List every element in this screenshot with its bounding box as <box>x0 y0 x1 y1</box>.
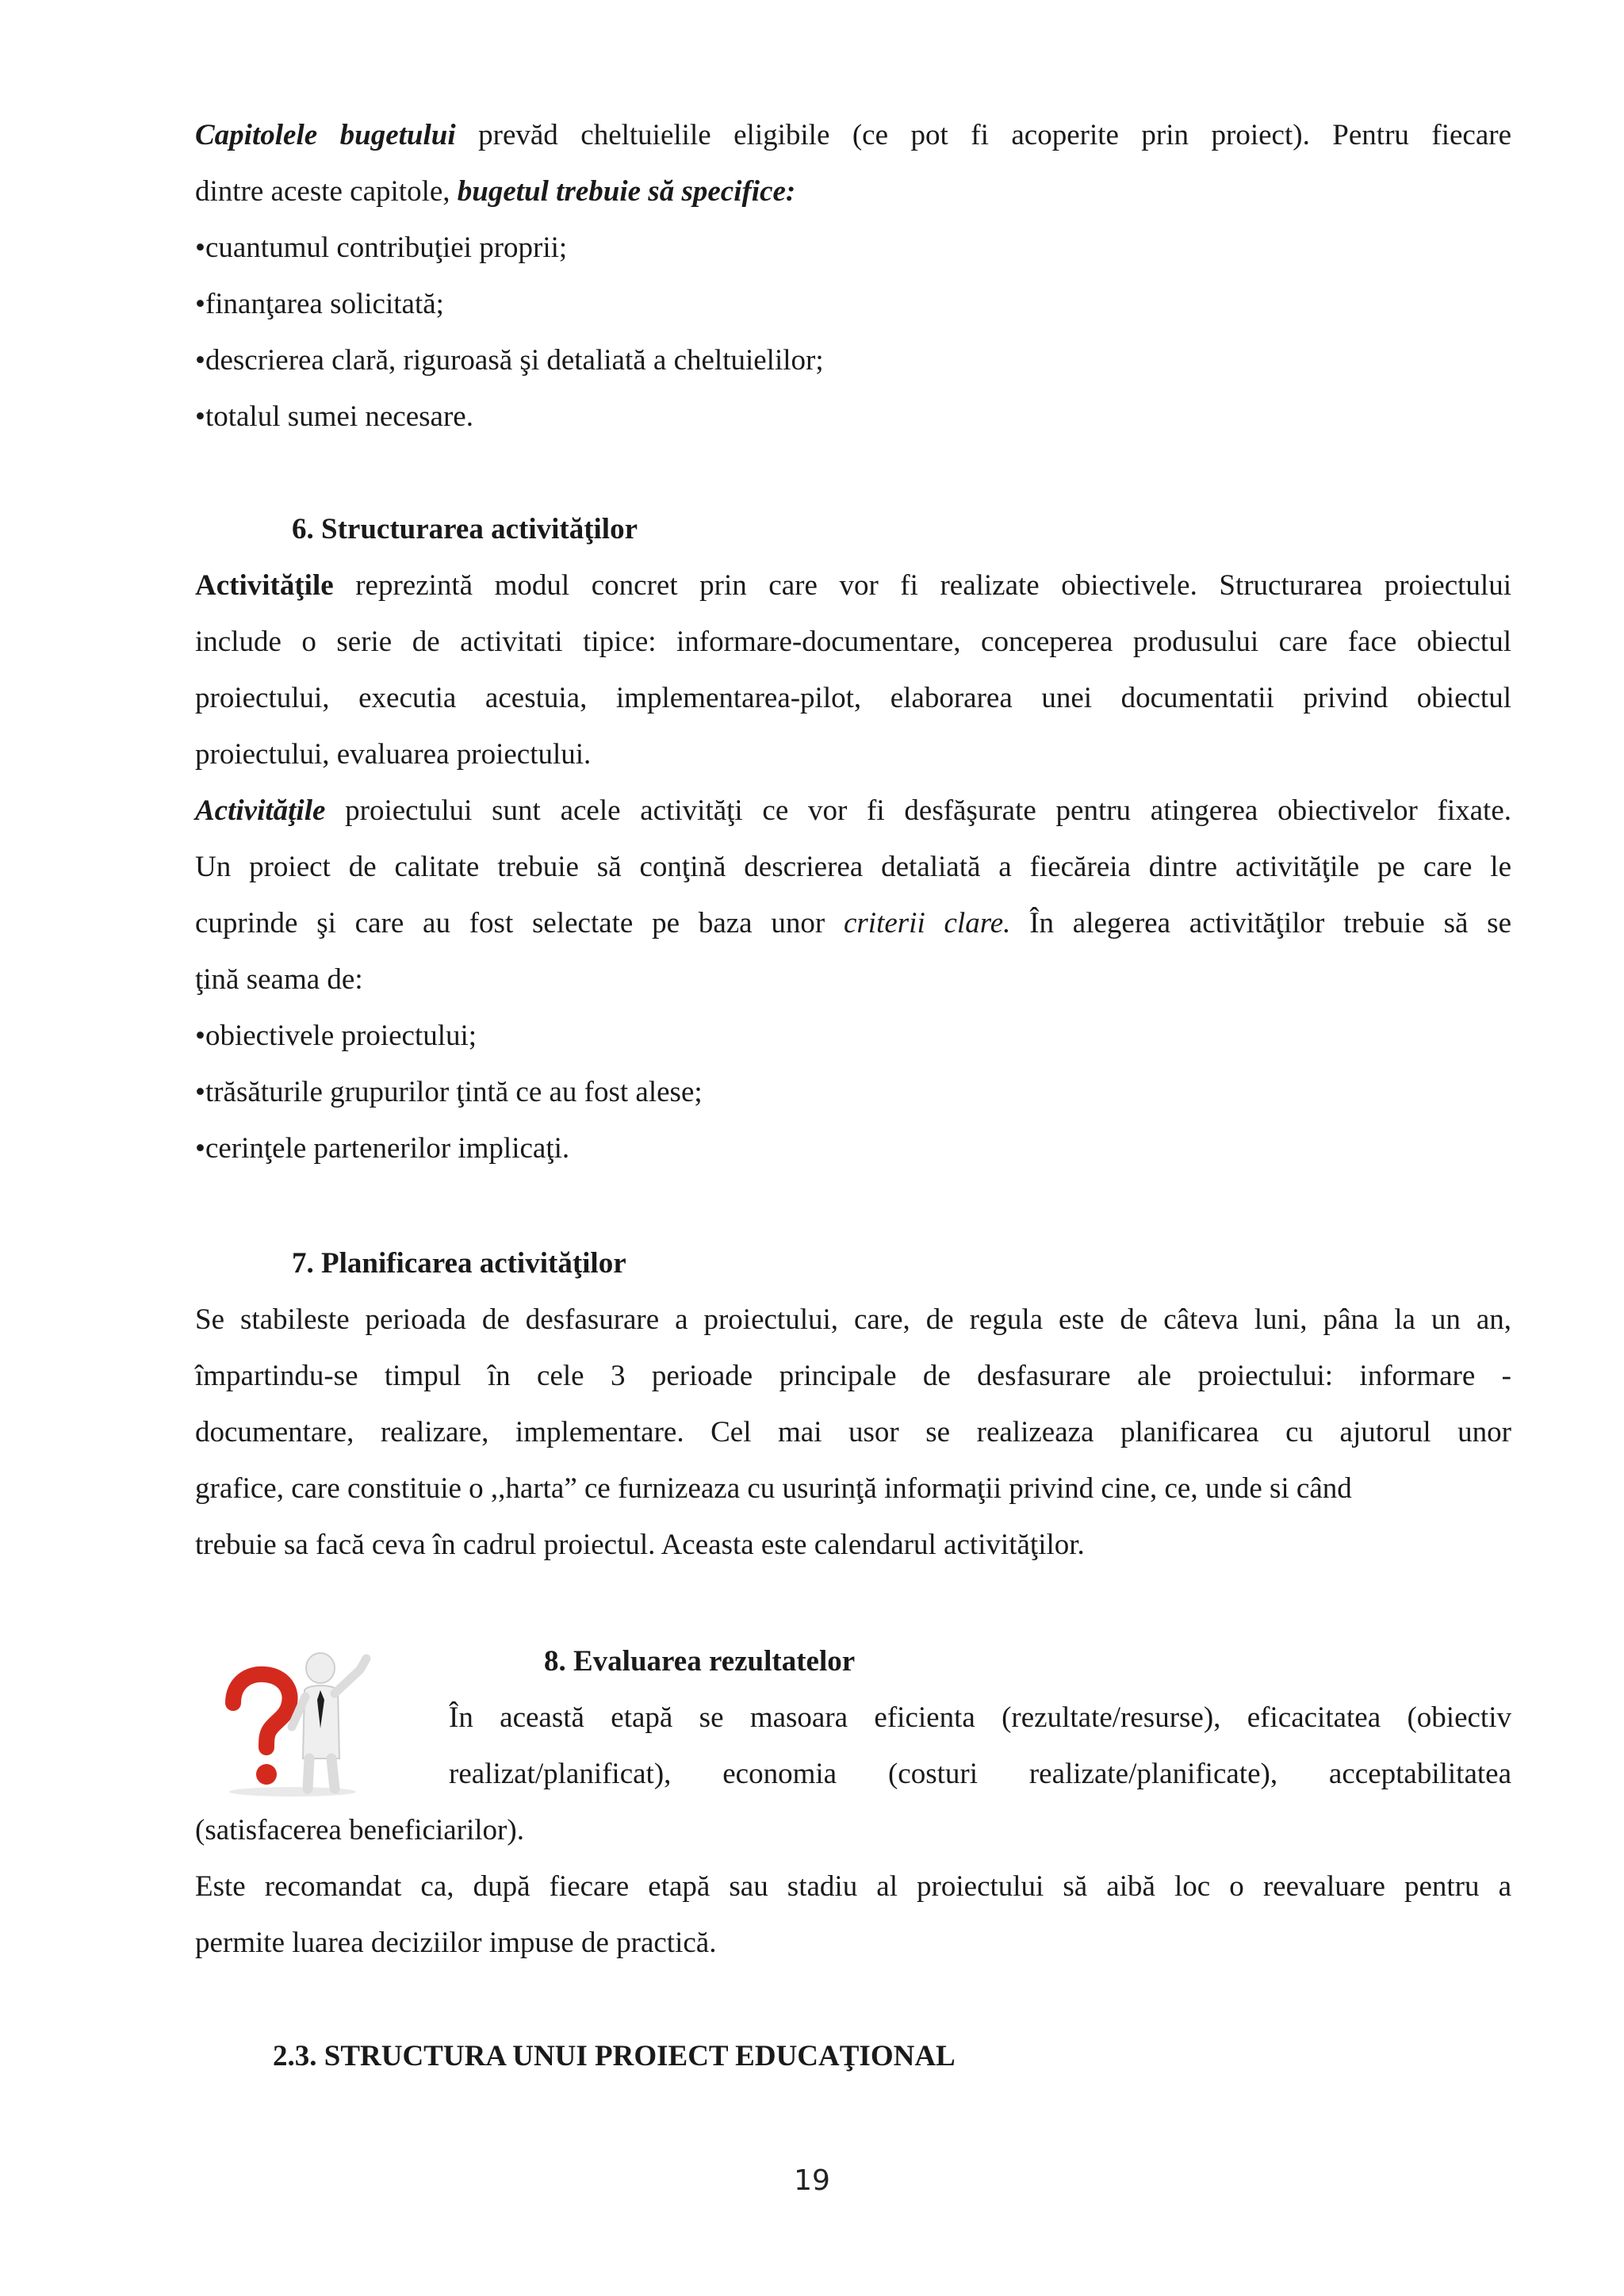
budget-line-1-text: prevăd cheltuielile eligibile (ce pot fi acoperite prin proiect). Pentru fiecare <box>478 119 1512 151</box>
section-6-line <box>195 557 1511 614</box>
budget-line-1 <box>195 107 1511 163</box>
section-2-3-heading: 2.3. STRUCTURA UNUI PROIECT EDUCAŢIONAL <box>273 2040 956 2072</box>
section-8-line: În această etapă se masoara eficienta (rezultate/resurse), eficacitatea (obiectiv <box>449 1701 1511 1734</box>
section-7-line: grafice, care constituie o ,,harta” ce furnizeaza cu usurinţă informaţii privind cine, ce, unde si când <box>195 1472 1352 1505</box>
section-7-line: împartindu-se timpul în cele 3 perioade principale de desfasurare ale proiectului: informare - <box>195 1360 1511 1392</box>
activities-term-italic: Activităţile <box>195 794 326 827</box>
section-6-text: proiectului sunt acele activităţi ce vor fi desfăşurate pentru atingerea obiectivelor fixate. <box>345 794 1511 827</box>
page-number: 19 <box>794 2164 830 2197</box>
section-8-line: realizat/planificat), economia (costuri realizate/planificate), acceptabilitatea <box>449 1758 1511 1790</box>
section-8-heading: 8. Evaluarea rezultatelor <box>544 1645 856 1678</box>
section-6-line <box>195 895 1511 951</box>
section-6-text: În alegerea activităţilor trebuie să se <box>1029 907 1512 939</box>
section-6-line: ţină seama de: <box>195 963 363 996</box>
section-6-text: cuprinde şi care au fost selectate pe baza unor <box>195 907 825 939</box>
section-6-line: include o serie de activitati tipice: informare-documentare, conceperea produsului care face obiectul <box>195 626 1511 658</box>
section-7-heading: 7. Planificarea activităţilor <box>292 1247 626 1280</box>
section-7-line: trebuie sa facă ceva în cadrul proiectul. Aceasta este calendarul activităţilor. <box>195 1529 1085 1561</box>
section-8-line: (satisfacerea beneficiarilor). <box>195 1814 524 1846</box>
section-7-line: Se stabileste perioada de desfasurare a proiectului, care, de regula este de câteva luni, pâna la un an, <box>195 1303 1511 1336</box>
section-6-bullet: •obiectivele proiectului; <box>195 1020 477 1052</box>
budget-requirement: bugetul trebuie să specifice: <box>457 175 796 208</box>
budget-bullet: •cuantumul contribuţiei proprii; <box>195 232 568 264</box>
clear-criteria-term: criterii clare. <box>843 907 1011 939</box>
section-6-bullet: •cerinţele partenerilor implicaţi. <box>195 1132 570 1165</box>
section-6-line: proiectului, evaluarea proiectului. <box>195 738 592 771</box>
budget-line-2-start: dintre aceste capitole, <box>195 175 450 208</box>
section-6-heading: 6. Structurarea activităţilor <box>292 513 638 545</box>
budget-chapters-term: Capitolele bugetului <box>195 119 456 151</box>
activities-term: Activităţile <box>195 569 334 602</box>
section-8-line: permite luarea deciziilor impuse de practică. <box>195 1927 717 1959</box>
section-8-line: Este recomandat ca, după fiecare etapă sau stadiu al proiectului să aibă loc o reevaluare pentru a <box>195 1870 1511 1903</box>
budget-bullet: •totalul sumei necesare. <box>195 400 473 433</box>
budget-line-2 <box>195 163 795 220</box>
section-7-line: documentare, realizare, implementare. Cel mai usor se realizeaza planificarea cu ajutorul unor <box>195 1416 1511 1448</box>
section-6-line: proiectului, executia acestuia, implementarea-pilot, elaborarea unei documentatii privind obiectul <box>195 682 1511 714</box>
section-6-bullet: •trăsăturile grupurilor ţintă ce au fost alese; <box>195 1076 703 1108</box>
budget-bullet: •descrierea clară, riguroasă şi detaliată a cheltuielilor; <box>195 344 824 377</box>
section-6-line: Un proiect de calitate trebuie să conţină descrierea detaliată a fiecăreia dintre activităţile pe care le <box>195 851 1511 883</box>
question-mark-figure-icon <box>201 1641 384 1800</box>
budget-bullet: •finanţarea solicitată; <box>195 288 444 320</box>
section-6-line <box>195 783 1511 839</box>
section-6-text: reprezintă modul concret prin care vor fi realizate obiectivele. Structurarea proiectului <box>355 569 1511 602</box>
